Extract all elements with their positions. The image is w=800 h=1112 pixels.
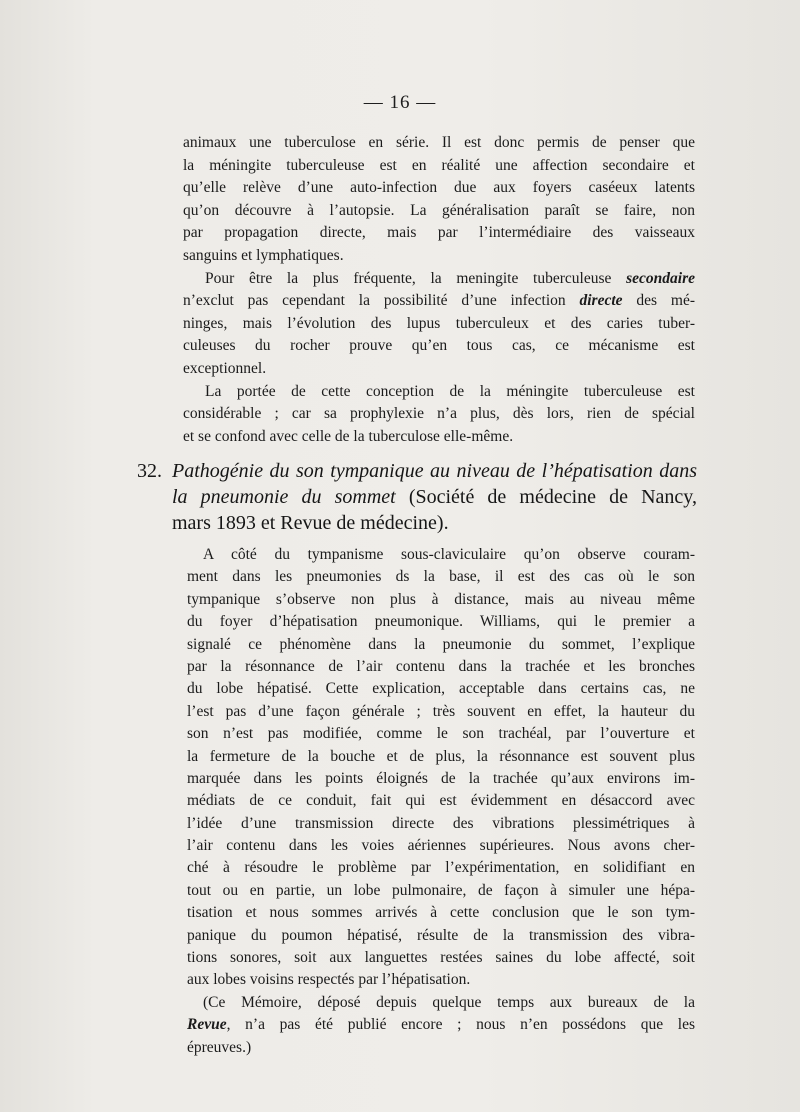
heading-line: [137, 484, 697, 510]
body-text-bottom: [187, 544, 695, 1059]
text-line: tympanique s’observe non plus à distance, mais au niveau même: [187, 590, 695, 608]
text-line: considérable ; car sa prophylexie n’a plus, dès lors, rien de spécial: [183, 405, 695, 423]
italic-word: Revue: [187, 1016, 227, 1034]
text-line: marquée dans les points éloignés de la trachée qu’aux environs im-: [187, 769, 695, 787]
text-line: la méningite tuberculeuse est en réalité une affection secondaire et: [183, 156, 695, 174]
text-line: du foyer d’hépatisation pneumonique. Williams, qui le premier a: [187, 613, 695, 631]
text-line: médiats de ce conduit, fait qui est évidemment en désaccord avec: [187, 792, 695, 810]
text-line: par propagation directe, mais par l’intermédiaire des vaisseaux: [183, 224, 695, 242]
text-line: panique du poumon hépatisé, résulte de la transmission des vibra-: [187, 926, 695, 944]
heading-source: (Société de médecine de Nancy,: [408, 486, 697, 508]
text-line: signalé ce phénomène dans la pneumonie du sommet, l’explique: [187, 635, 695, 653]
text-segment: n’exclut pas cependant la possibilité d’une infection: [183, 292, 566, 310]
text-segment: des mé-: [636, 292, 695, 310]
page-number: — 16 —: [363, 92, 437, 113]
section-number: 32.: [137, 460, 162, 482]
body-text-top: [183, 132, 695, 448]
text-line: par la résonnance de l’air contenu dans la trachée et les bronches: [187, 657, 695, 675]
text-segment: Pour être la plus fréquente, la meningite tuberculeuse: [205, 269, 612, 287]
text-line: [183, 268, 695, 291]
text-line: du lobe hépatisé. Cette explication, acceptable dans certains cas, ne: [187, 680, 695, 698]
text-line: ment dans les pneumonies ds la base, il est des cas où le son: [187, 568, 695, 586]
heading-line: mars 1893 et Revue de médecine).: [172, 512, 449, 534]
text-line: son n’est pas modifiée, comme le son trachéal, par l’ouverture et: [187, 725, 695, 743]
text-line: l’idée d’une transmission directe des vibrations plessimétriques à: [187, 814, 695, 832]
text-line: qu’elle relève d’une auto-infection due aux foyers caséeux latents: [183, 179, 695, 197]
text-line: l’air contenu dans les voies aériennes supérieures. Nous avons cher-: [187, 837, 695, 855]
heading-title: la pneumonie du sommet: [172, 486, 396, 508]
text-segment: , n’a pas été publié encore ; nous n’en possédons que les: [226, 1016, 695, 1034]
text-line: exceptionnel.: [183, 359, 267, 377]
italic-word: secondaire: [626, 269, 695, 287]
text-line: La portée de cette conception de la méningite tuberculeuse est: [205, 382, 695, 400]
text-line: aux lobes voisins respectés par l’hépatisation.: [187, 971, 471, 989]
text-line: [187, 1014, 695, 1036]
text-line: ninges, mais l’évolution des lupus tuberculeux et des caries tuber-: [183, 314, 695, 332]
text-line: tions sonores, soit aux languettes restées saines du lobe affecté, soit: [187, 949, 695, 967]
text-line: culeuses du rocher prouve qu’en tous cas, ce mécanisme est: [183, 337, 695, 355]
heading-line: [137, 458, 697, 484]
text-line: A côté du tympanisme sous-claviculaire qu’on observe couram-: [203, 546, 695, 563]
text-line: animaux une tuberculose en série. Il est donc permis de penser que: [183, 134, 695, 151]
text-line: tout ou en partie, un lobe pulmonaire, de façon à simuler une hépa-: [187, 881, 695, 899]
text-line: (Ce Mémoire, déposé depuis quelque temps aux bureaux de la: [203, 993, 695, 1011]
text-line: et se confond avec celle de la tuberculose elle-même.: [183, 427, 514, 445]
text-line: qu’on découvre à l’autopsie. La généralisation paraît se faire, non: [183, 201, 695, 219]
text-line: tisation et nous sommes arrivés à cette conclusion que le son tym-: [187, 904, 695, 922]
text-line: la fermeture de la bouche et de plus, la résonnance est souvent plus: [187, 747, 695, 765]
text-line: ché à résoudre le problème par l’expérimentation, en solidifiant en: [187, 859, 695, 877]
section-heading: [137, 458, 697, 536]
text-line: [183, 290, 695, 313]
text-line: l’est pas d’une façon générale ; très souvent en effet, la hauteur du: [187, 702, 695, 720]
italic-word: directe: [579, 292, 623, 310]
text-line: épreuves.): [187, 1038, 252, 1056]
heading-title: Pathogénie du son tympanique au niveau de l’hépatisation dans: [172, 460, 697, 482]
text-line: sanguins et lymphatiques.: [183, 246, 344, 264]
